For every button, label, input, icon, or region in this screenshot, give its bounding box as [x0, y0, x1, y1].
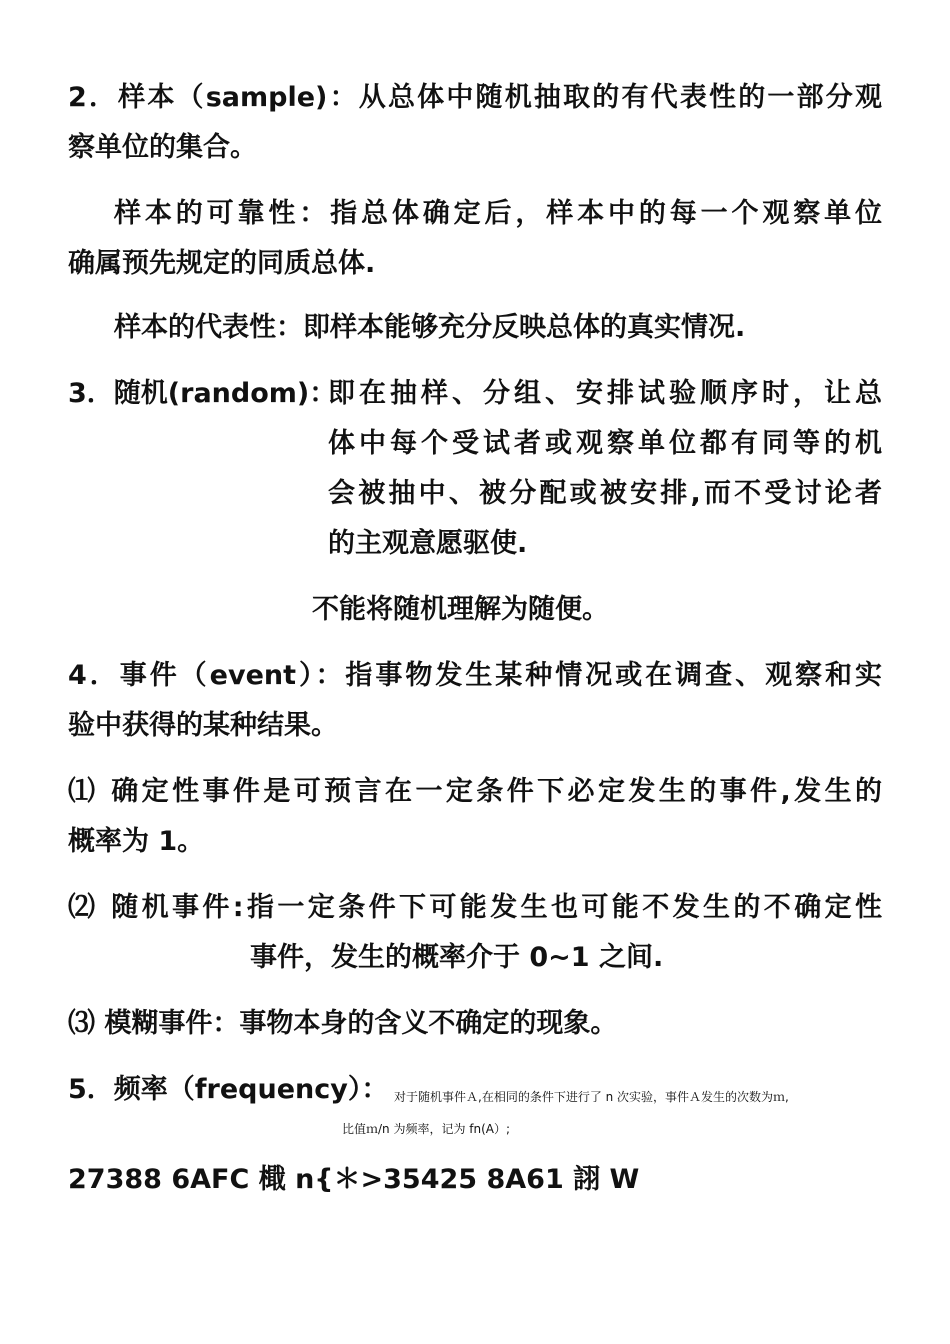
- reliability-line-1: 样本的可靠性：指总体确定后，样本中的每一个观察单位: [114, 198, 882, 229]
- event-type-1-line-2: 概率为 1。: [68, 826, 205, 857]
- representativeness-line: 样本的代表性：即样本能够充分反映总体的真实情况.: [114, 312, 746, 343]
- event-type-2-line-1: ⑵ 随机事件:指一定条件下可能发生也可能不发生的不确定性: [68, 892, 882, 923]
- garbled-text-line: 27388 6AFC 檝 n{＊>35425 8A61 詡 W: [68, 1164, 640, 1195]
- paragraph-3-line-4: 的主观意愿驱使.: [328, 528, 528, 559]
- paragraph-4-line-2: 验中获得的某种结果。: [68, 710, 338, 741]
- paragraph-3-line-1: 即在抽样、分组、安排试验顺序时，让总: [328, 378, 882, 409]
- paragraph-3-line-2: 体中每个受试者或观察单位都有同等的机: [328, 428, 882, 459]
- paragraph-5-small-line-1: 对于随机事件Ａ,在相同的条件下进行了 n 次实验，事件Ａ发生的次数为ｍ,: [394, 1090, 789, 1104]
- paragraph-3-note: 不能将随机理解为随便。: [312, 594, 609, 625]
- reliability-line-2: 确属预先规定的同质总体.: [68, 248, 376, 279]
- paragraph-5-label: 5．频率（frequency）：: [68, 1074, 389, 1105]
- paragraph-2-line-2: 察单位的集合。: [68, 132, 257, 163]
- event-type-2-line-2: 事件，发生的概率介于 0~1 之间.: [250, 942, 664, 973]
- paragraph-3-line-3: 会被抽中、被分配或被安排,而不受讨论者: [328, 478, 882, 509]
- paragraph-4-line-1: 4．事件（event）：指事物发生某种情况或在调查、观察和实: [68, 660, 882, 691]
- event-type-1-line-1: ⑴ 确定性事件是可预言在一定条件下必定发生的事件,发生的: [68, 776, 882, 807]
- paragraph-3-label: 3．随机(random)：: [68, 378, 337, 409]
- event-type-3-line: ⑶ 模糊事件：事物本身的含义不确定的现象。: [68, 1008, 618, 1039]
- paragraph-2-line-1: 2．样本（sample)：从总体中随机抽取的有代表性的一部分观: [68, 82, 882, 113]
- paragraph-5-small-line-2: 比值ｍ/n 为频率，记为 fn(A）;: [342, 1122, 511, 1136]
